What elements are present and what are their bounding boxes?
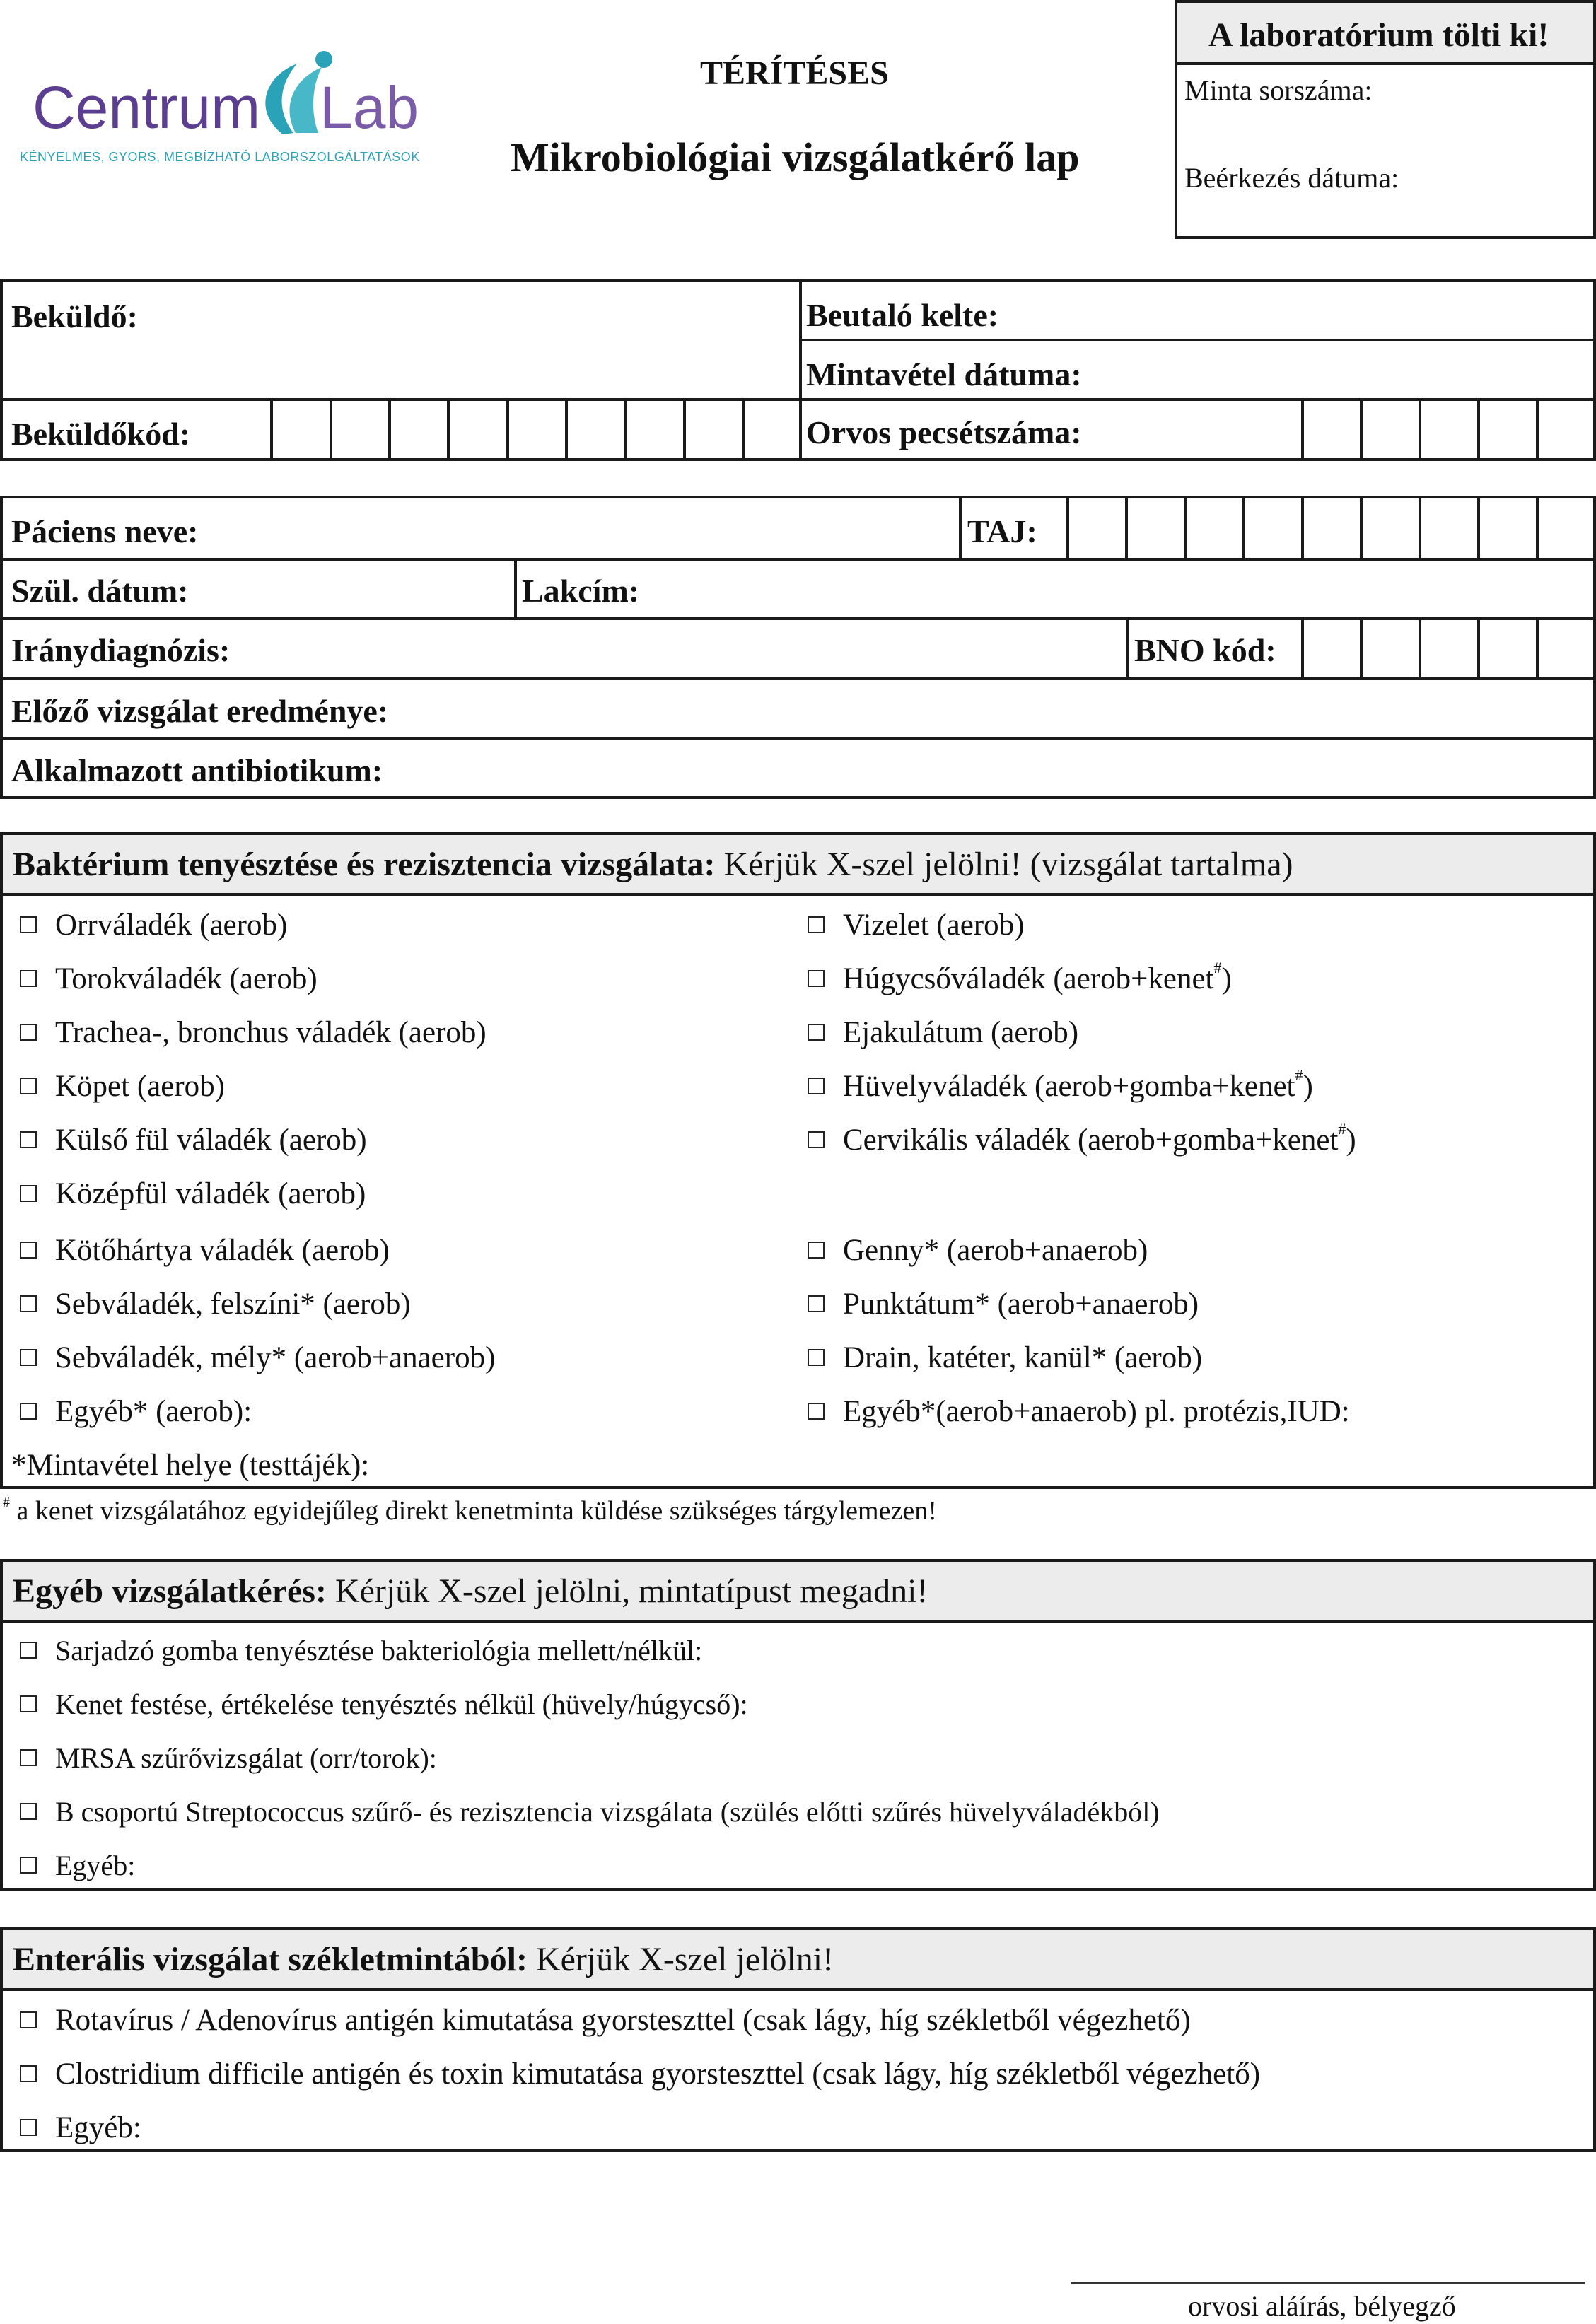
logo-text-lab: Lab [320, 74, 419, 141]
checkbox-item[interactable]: Sebváladék, felszíni* (aerob) [20, 1289, 411, 1319]
enteral-title: Enterális vizsgálat székletmintából: Kérjük X-szel jelölni! [13, 1941, 834, 1978]
checkbox-icon[interactable] [808, 970, 825, 987]
checkbox-icon[interactable] [20, 916, 37, 933]
taj-label: TAJ: [967, 513, 1037, 549]
checkbox-icon[interactable] [808, 1242, 825, 1259]
checkbox-icon[interactable] [20, 1024, 37, 1041]
bacteria-section [0, 832, 1596, 1489]
bno-field[interactable] [1301, 617, 1596, 679]
checkbox-icon[interactable] [20, 1749, 37, 1766]
checkbox-icon[interactable] [20, 1131, 37, 1148]
lab-box-title: A laboratórium tölti ki! [1208, 16, 1549, 54]
enteral-section [0, 1927, 1596, 2152]
checkbox-item[interactable]: Trachea-, bronchus váladék (aerob) [20, 1017, 487, 1048]
checkbox-icon[interactable] [808, 1295, 825, 1312]
footnote: # a kenet vizsgálatához egyidejűleg direkt kenetminta küldése szükséges tárgylemezen! [3, 1495, 937, 1526]
lab-sample-number[interactable]: Minta sorszáma: [1184, 74, 1373, 106]
checkbox-item[interactable]: Köpet (aerob) [20, 1071, 225, 1102]
checkbox-item[interactable]: Torokváladék (aerob) [20, 964, 318, 994]
checkbox-item[interactable]: Egyéb: [20, 1852, 135, 1880]
sender-code-field[interactable] [270, 398, 802, 458]
checkbox-item[interactable]: MRSA szűrővizsgálat (orr/torok): [20, 1744, 437, 1773]
sampling-date-label: Mintavétel dátuma: [806, 356, 1082, 392]
sampling-site-label[interactable]: *Mintavétel helye (testtájék): [11, 1449, 370, 1482]
referral-date-label: Beutaló kelte: [806, 297, 999, 333]
checkbox-icon[interactable] [808, 1078, 825, 1094]
checkbox-item[interactable]: Középfül váladék (aerob) [20, 1179, 366, 1209]
checkbox-item[interactable]: Orrváladék (aerob) [20, 910, 287, 940]
other-tests-section [0, 1559, 1596, 1891]
checkbox-icon[interactable] [20, 1242, 37, 1259]
antibiotic-label: Alkalmazott antibiotikum: [11, 752, 383, 788]
checkbox-icon[interactable] [808, 1024, 825, 1041]
checkbox-icon[interactable] [808, 1349, 825, 1366]
checkbox-icon[interactable] [20, 2065, 37, 2082]
checkbox-icon[interactable] [20, 1695, 37, 1712]
logo [14, 42, 420, 170]
checkbox-item[interactable]: Rotavírus / Adenovírus antigén kimutatása gyorsteszttel (csak lágy, híg székletből végezhető) [20, 2005, 1191, 2036]
doctor-stamp-label: Orvos pecsétszáma: [806, 414, 1082, 450]
logo-text-centrum: Centrum [33, 74, 261, 141]
checkbox-item[interactable]: Kötőhártya váladék (aerob) [20, 1235, 390, 1266]
other-tests-title: Egyéb vizsgálatkérés: Kérjük X-szel jelölni, mintatípust megadni! [13, 1572, 928, 1610]
checkbox-icon[interactable] [808, 1403, 825, 1420]
sender-code-label: Beküldőkód: [11, 416, 191, 452]
checkbox-icon[interactable] [20, 2119, 37, 2136]
checkbox-icon[interactable] [20, 1857, 37, 1874]
lab-arrival-date[interactable]: Beérkezés dátuma: [1184, 162, 1399, 194]
checkbox-item[interactable]: B csoportú Streptococcus szűrő- és rezisztencia vizsgálata (szülés előtti szűrés hüvelyváladékból) [20, 1798, 1160, 1826]
checkbox-item[interactable]: Vizelet (aerob) [808, 910, 1024, 940]
lab-use-box [1175, 0, 1596, 239]
checkbox-item[interactable]: Hüvelyváladék (aerob+gomba+kenet#) [808, 1071, 1313, 1102]
address-label: Lakcím: [522, 573, 640, 609]
checkbox-item[interactable]: Egyéb*(aerob+anaerob) pl. protézis,IUD: [808, 1396, 1350, 1427]
checkbox-icon[interactable] [808, 1131, 825, 1148]
doctor-stamp-field[interactable] [1301, 398, 1596, 458]
sender-label: Beküldő: [11, 298, 138, 334]
sender-box [0, 279, 1596, 461]
patient-name-label: Páciens neve: [11, 513, 199, 549]
checkbox-icon[interactable] [808, 916, 825, 933]
checkbox-icon[interactable] [20, 1185, 37, 1202]
taj-field[interactable] [1066, 498, 1596, 559]
form-title: Mikrobiológiai vizsgálatkérő lap [511, 134, 1080, 180]
checkbox-icon[interactable] [20, 1403, 37, 1420]
diagnosis-label: Iránydiagnózis: [11, 632, 231, 668]
checkbox-item[interactable]: Ejakulátum (aerob) [808, 1017, 1078, 1048]
checkbox-item[interactable]: Punktátum* (aerob+anaerob) [808, 1289, 1199, 1319]
checkbox-item[interactable]: Clostridium difficile antigén és toxin kimutatása gyorsteszttel (csak lágy, híg székletből végezhető) [20, 2059, 1260, 2089]
checkbox-icon[interactable] [20, 1295, 37, 1312]
bno-label: BNO kód: [1134, 632, 1276, 668]
checkbox-item[interactable]: Sebváladék, mély* (aerob+anaerob) [20, 1343, 495, 1373]
checkbox-item[interactable]: Cervikális váladék (aerob+gomba+kenet#) [808, 1125, 1356, 1155]
checkbox-item[interactable]: Genny* (aerob+anaerob) [808, 1235, 1148, 1266]
checkbox-item[interactable]: Sarjadzó gomba tenyésztése bakteriológia mellett/nélkül: [20, 1637, 702, 1665]
checkbox-item[interactable]: Egyéb: [20, 2113, 141, 2143]
checkbox-item[interactable]: Húgycsőváladék (aerob+kenet#) [808, 964, 1232, 994]
checkbox-item[interactable]: Kenet festése, értékelése tenyésztés nélkül (hüvely/húgycső): [20, 1691, 748, 1719]
checkbox-icon[interactable] [20, 1803, 37, 1820]
birth-date-label: Szül. dátum: [11, 573, 189, 609]
checkbox-icon[interactable] [20, 1349, 37, 1366]
checkbox-item[interactable]: Egyéb* (aerob): [20, 1396, 252, 1427]
previous-result-label: Előző vizsgálat eredménye: [11, 693, 389, 729]
paid-label: TÉRÍTÉSES [700, 54, 889, 92]
checkbox-icon[interactable] [20, 970, 37, 987]
signature-line[interactable] [1071, 2282, 1585, 2284]
bacteria-section-title: Baktérium tenyésztése és rezisztencia vizsgálata: Kérjük X-szel jelölni! (vizsgálat tartalma) [13, 846, 1293, 883]
checkbox-icon[interactable] [20, 1078, 37, 1094]
checkbox-item[interactable]: Külső fül váladék (aerob) [20, 1125, 367, 1155]
signature-label: orvosi aláírás, bélyegző [1188, 2290, 1456, 2322]
patient-box [0, 496, 1596, 799]
logo-tagline: KÉNYELMES, GYORS, MEGBÍZHATÓ LABORSZOLGÁLTATÁSOK [20, 150, 420, 164]
checkbox-icon[interactable] [20, 1642, 37, 1659]
checkbox-icon[interactable] [20, 2011, 37, 2028]
checkbox-item[interactable]: Drain, katéter, kanül* (aerob) [808, 1343, 1202, 1373]
